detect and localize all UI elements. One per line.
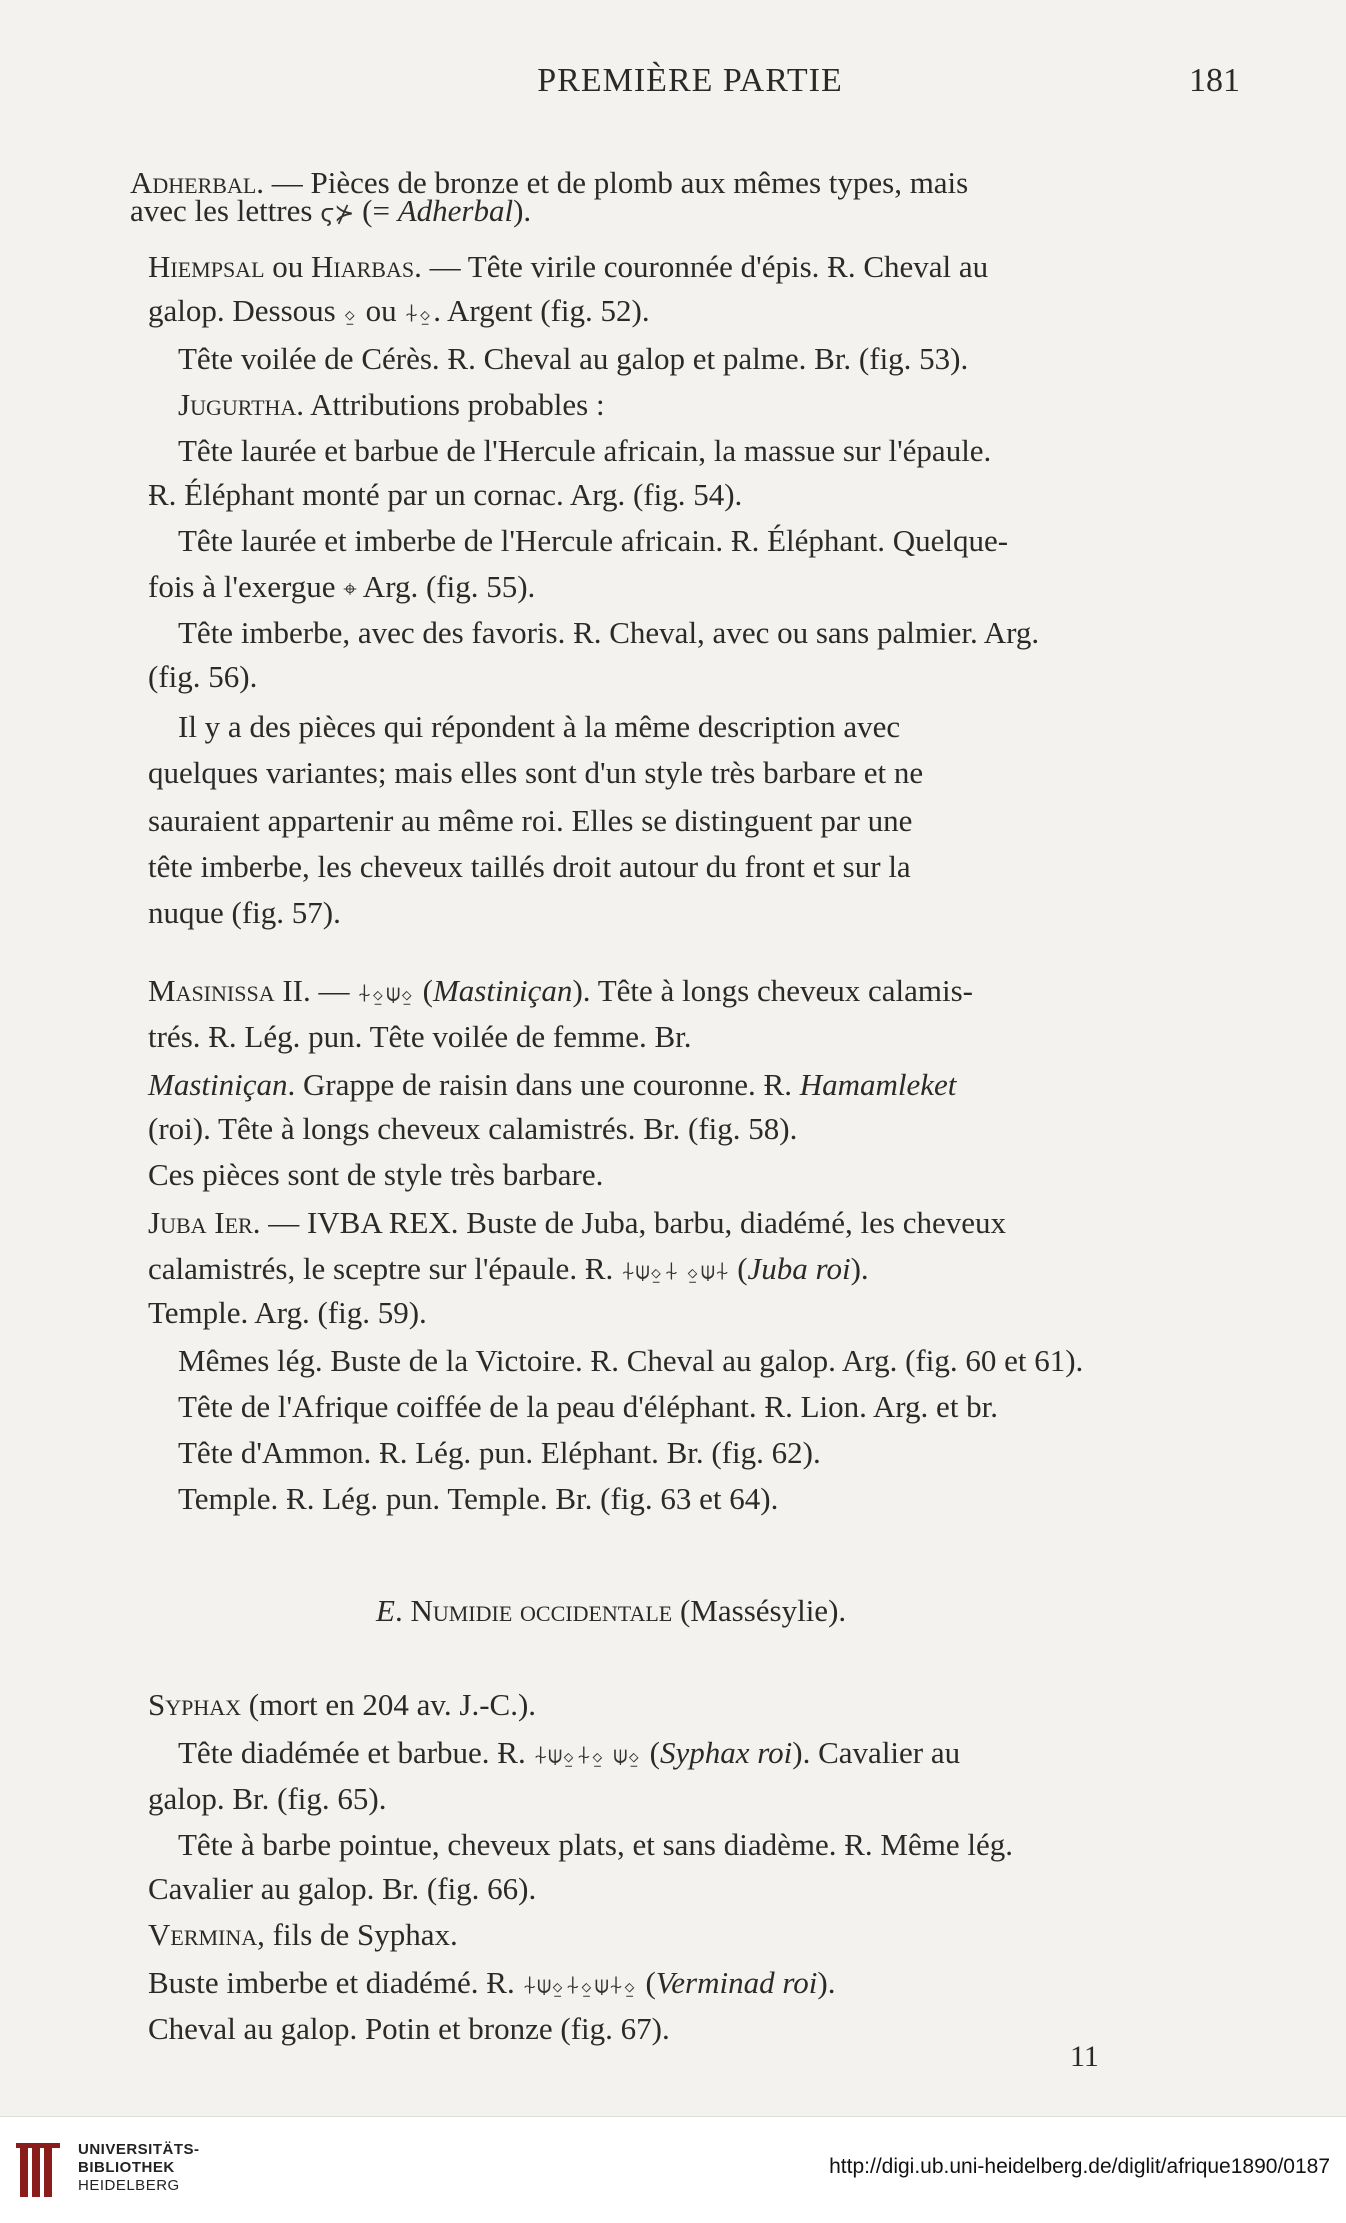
text-run: Tête d'Ammon. Ɍ. Lég. pun. Eléphant. Br. (fig. 62). (178, 1435, 821, 1470)
text-run: nuque (fig. 57). (148, 895, 341, 930)
punic-legend-glyph: ⍭⍚⍦⍚ (357, 979, 415, 1007)
punic-legend-glyph: ⍭⍦⍚⍭⍚⍦⍭⍚ (522, 1971, 638, 1999)
text-line (148, 2006, 1346, 2052)
text-run: galop. Br. (fig. 65). (148, 1781, 387, 1816)
text-run: (= (354, 193, 398, 228)
text-run: Tête laurée et barbue de l'Hercule africain, la massue sur l'épaule. (178, 433, 992, 468)
text-line (376, 1588, 1346, 1634)
text-line (178, 610, 1346, 656)
text-run: . Grappe de raisin dans une couronne. Ɍ. (287, 1067, 800, 1102)
text-line (148, 1682, 1346, 1728)
punic-legend-glyph: ⍭⍚ (404, 299, 434, 327)
text-run: Juba roi (747, 1251, 851, 1286)
text-run: (roi). Tête à longs cheveux calamistrés. Br. (fig. 58). (148, 1111, 798, 1146)
text-run: Hiarbas. (311, 249, 422, 284)
text-run: quelques variantes; mais elles sont d'un style très barbare et ne (148, 755, 924, 790)
text-run: Temple. Arg. (fig. 59). (148, 1295, 427, 1330)
text-run: Vermina, (148, 1917, 265, 1952)
text-line (178, 518, 1346, 564)
text-run: sauraient appartenir au même roi. Elles se distinguent par une (148, 803, 913, 838)
text-run: E (376, 1593, 395, 1628)
library-name (78, 2141, 200, 2195)
text-run: Il y a des pièces qui répondent à la même description avec (178, 709, 901, 744)
text-run: galop. Dessous (148, 293, 344, 328)
text-line (178, 1476, 1346, 1522)
text-line (148, 1290, 1346, 1336)
punic-legend-glyph: ϛ⊁ (320, 199, 355, 227)
text-run: Numidie occidentale (410, 1593, 673, 1628)
punic-legend-glyph: ⍚ (343, 299, 358, 327)
library-name-line-2: BIBLIOTHEK (78, 2159, 175, 2176)
text-line (148, 750, 1346, 796)
text-line (148, 1152, 1346, 1198)
text-run: ou (357, 293, 405, 328)
text-run: Adherbal (397, 193, 514, 228)
text-run: Mastiniçan (148, 1067, 288, 1102)
text-run: Syphax roi (660, 1735, 793, 1770)
text-run: ou (264, 249, 312, 284)
text-line (178, 1430, 1346, 1476)
text-run: Tête diadémée et barbue. Ɍ. (178, 1735, 534, 1770)
text-line (148, 288, 1346, 334)
text-run: Ɍ. Éléphant monté par un cornac. Arg. (fig. 54). (148, 477, 743, 512)
text-run: ( (414, 973, 433, 1008)
text-run: . Argent (fig. 52). (433, 293, 650, 328)
text-run: Juba Ier. (148, 1205, 261, 1240)
text-run: Tête de l'Afrique coiffée de la peau d'éléphant. Ɍ. Lion. Arg. et br. (178, 1389, 999, 1424)
text-line (148, 1200, 1346, 1246)
text-line (148, 1246, 1346, 1292)
text-run: ). (513, 193, 532, 228)
punic-legend-glyph: ⍭⍦⍚⍭ ⍚⍦⍭ (621, 1257, 730, 1285)
text-run: Mêmes lég. Buste de la Victoire. Ɍ. Cheval au galop. Arg. (fig. 60 et 61). (178, 1343, 1084, 1378)
text-line (130, 188, 1346, 234)
text-run: Buste imberbe et diadémé. Ɍ. (148, 1965, 523, 2000)
text-line (148, 1866, 1346, 1912)
text-run: ). Tête à longs cheveux calamis- (572, 973, 973, 1008)
text-run: Hamamleket (799, 1067, 957, 1102)
text-line (178, 1730, 1346, 1776)
text-run: ). (817, 1965, 836, 2000)
text-run: Attributions probables : (304, 387, 605, 422)
source-url-link[interactable]: http://digi.ub.uni-heidelberg.de/diglit/afrique1890/0187 (829, 2155, 1330, 2178)
text-line (178, 336, 1346, 382)
text-run: II. — (274, 973, 358, 1008)
text-line (148, 1960, 1346, 2006)
library-name-line-3: HEIDELBERG (78, 2177, 180, 2194)
text-line (178, 428, 1346, 474)
text-run: trés. Ɍ. Lég. pun. Tête voilée de femme. Br. (148, 1019, 692, 1054)
text-line (148, 890, 1346, 936)
text-line (148, 244, 1346, 290)
text-run: tête imberbe, les cheveux taillés droit autour du front et sur la (148, 849, 911, 884)
text-run: . (394, 1593, 411, 1628)
text-line (178, 1822, 1346, 1868)
library-name-line-1: UNIVERSITÄTS- (78, 2141, 200, 2158)
text-run: Tête à barbe pointue, cheveux plats, et sans diadème. Ɍ. Même lég. (178, 1827, 1013, 1862)
text-run: Adherbal. (130, 165, 265, 200)
text-line (178, 1338, 1346, 1384)
signature-mark: 11 (1070, 2040, 1099, 2073)
text-line (148, 472, 1346, 518)
viewer-footer (0, 2116, 1346, 2223)
text-line (148, 1106, 1346, 1152)
page-number: 181 (1189, 62, 1240, 99)
text-run: ). (850, 1251, 869, 1286)
text-run: Cheval au galop. Potin et bronze (fig. 67). (148, 2011, 670, 2046)
text-line (148, 564, 1346, 610)
text-run: Masinissa (148, 973, 275, 1008)
text-run: ( (637, 1965, 656, 2000)
text-run: fils de Syphax. (264, 1917, 458, 1952)
text-run: (mort en 204 av. J.-C.). (241, 1687, 537, 1722)
text-run: Tête voilée de Cérès. Ɍ. Cheval au galop et palme. Br. (fig. 53). (178, 341, 969, 376)
text-run: fois à l'exergue (148, 569, 344, 604)
text-run: — Tête virile couronnée d'épis. Ɍ. Cheval au (421, 249, 989, 284)
text-run: avec les lettres (130, 193, 321, 228)
text-run: Temple. Ɍ. Lég. pun. Temple. Br. (fig. 63 et 64). (178, 1481, 779, 1516)
text-run: — IVBA REX. Buste de Juba, barbu, diadémé, les cheveux (260, 1205, 1007, 1240)
university-library-logo-icon (14, 2139, 64, 2201)
text-line (148, 1776, 1346, 1822)
text-line (148, 968, 1346, 1014)
text-line (148, 844, 1346, 890)
text-line (148, 1014, 1346, 1060)
text-line (178, 382, 1346, 428)
text-run: Ces pièces sont de style très barbare. (148, 1157, 604, 1192)
punic-legend-glyph: ⍭⍦⍚⍭⍚ ⍦⍚ (533, 1741, 642, 1769)
text-line (148, 798, 1346, 844)
text-run: (Massésylie). (672, 1593, 847, 1628)
text-run: Jugurtha. (178, 387, 305, 422)
running-title: PREMIÈRE PARTIE (537, 62, 843, 99)
text-run: Tête laurée et imberbe de l'Hercule africain. Ɍ. Éléphant. Quelque- (178, 523, 1009, 558)
text-line (148, 654, 1346, 700)
text-run: ( (641, 1735, 660, 1770)
text-run: (fig. 56). (148, 659, 258, 694)
text-run: Hiempsal (148, 249, 265, 284)
text-run: Mastiniçan (432, 973, 573, 1008)
text-run: ). Cavalier au (792, 1735, 961, 1770)
text-run: Arg. (fig. 55). (356, 569, 536, 604)
text-run: — Pièces de bronze et de plomb aux mêmes types, mais (264, 165, 969, 200)
text-line (178, 704, 1346, 750)
text-run: Verminad roi (655, 1965, 818, 2000)
text-run: Tête imberbe, avec des favoris. Ɍ. Cheval, avec ou sans palmier. Arg. (178, 615, 1040, 650)
running-header (140, 62, 1240, 112)
text-line (148, 1062, 1346, 1108)
text-line (178, 1384, 1346, 1430)
text-line (148, 1912, 1346, 1958)
text-run: Cavalier au galop. Br. (fig. 66). (148, 1871, 537, 1906)
punic-legend-glyph: ⌖ (343, 575, 357, 603)
text-run: calamistrés, le sceptre sur l'épaule. Ɍ. (148, 1251, 621, 1286)
text-run: ( (729, 1251, 748, 1286)
text-run: Syphax (148, 1687, 242, 1722)
